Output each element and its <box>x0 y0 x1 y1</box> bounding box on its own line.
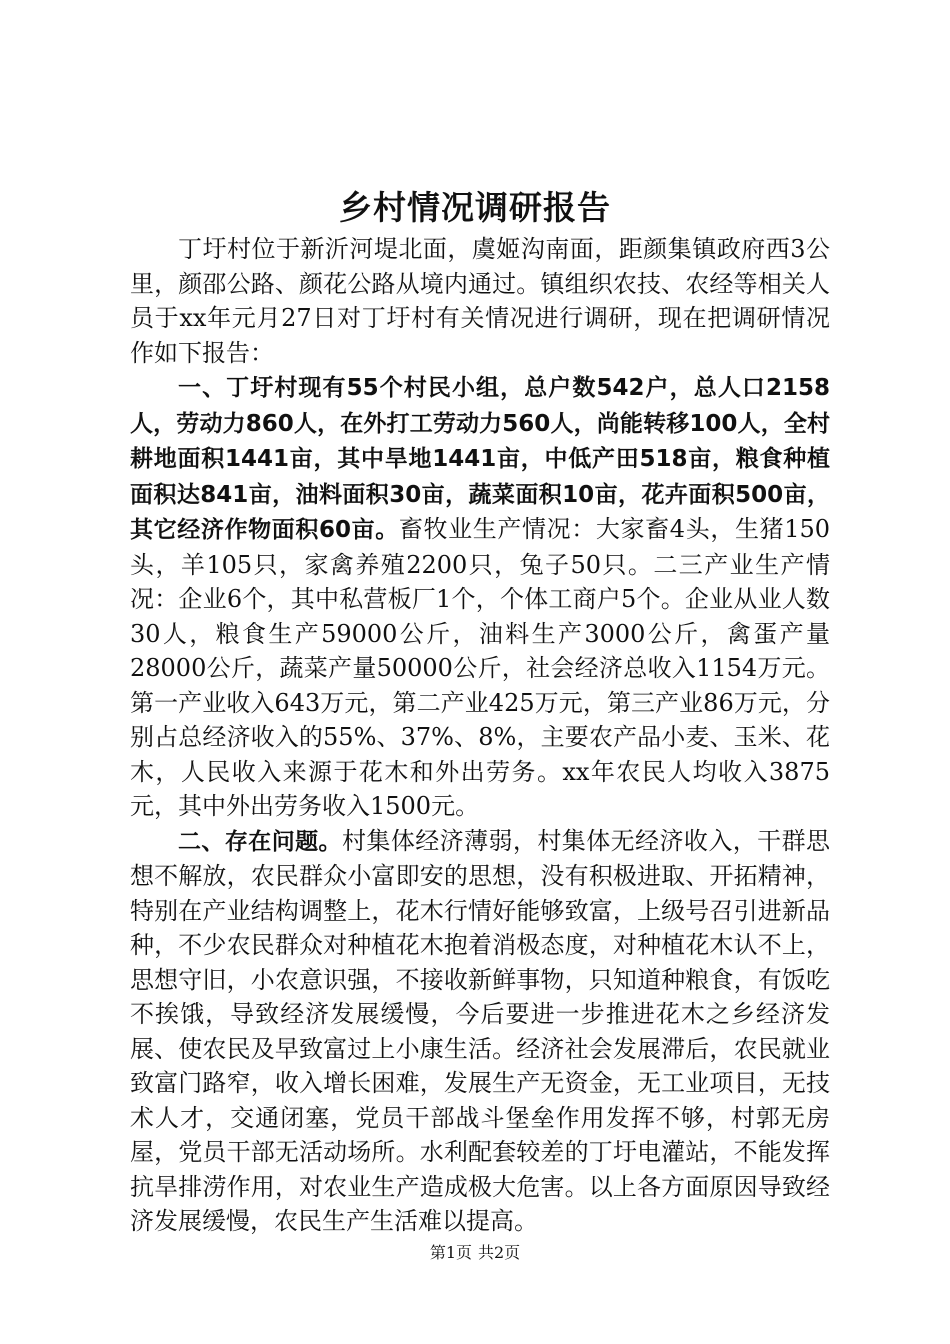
current-page-label: 第1页 <box>429 1243 472 1262</box>
document-title: 乡村情况调研报告 <box>339 188 611 227</box>
section-1-heading: 一、丁圩村现有55个村民小组，总户数542户，总人口2158人，劳动力860人，在外打工劳动力560人，尚能转移100人，全村耕地面积1441亩，其中旱地1441亩，中低产田518亩，粮食种植面积达841亩，油料面积30亩，蔬菜面积10亩，花卉面积500亩，其它经济作物面积60亩。 <box>130 375 830 543</box>
section-2-text: 村集体经济薄弱，村集体无经济收入，干群思想不解放，农民群众小富即安的思想，没有积极进取、开拓精神，特别在产业结构调整上，花木行情好能够致富，上级号召引进新品种，不少农民群众对种植花木抱着消极态度，对种植花木认不上，思想守旧，小农意识强，不接收新鲜事物，只知道种粮食，有饭吃不挨饿，导致经济发展缓慢，今后要进一步推进花木之乡经济发展、使农民及早致富过上小康生活。经济社会发展滞后，农民就业致富门路窄，收入增长困难，发展生产无资金，无工业项目，无技术人才，交通闭塞，党员干部战斗堡垒作用发挥不够，村郭无房屋，党员干部无活动场所。水利配套较差的丁圩电灌站，不能发挥抗旱排涝作用，对农业生产造成极大危害。以上各方面原因导致经济发展缓慢，农民生产生活难以提高。 <box>130 826 831 1235</box>
section-2-heading: 二、存在问题。 <box>178 828 342 855</box>
intro-paragraph: 丁圩村位于新沂河堤北面，虞姬沟南面，距颜集镇政府西3公里，颜邵公路、颜花公路从境内通过。镇组织农技、农经等相关人员于xx年元月27日对丁圩村有关情况进行调研，现在把调研情况作如下报告： <box>130 235 830 367</box>
section-1-paragraph <box>130 370 830 824</box>
page-footer <box>0 1243 950 1263</box>
total-pages-label: 共2页 <box>478 1243 521 1262</box>
section-1-text: 畜牧业生产情况：大家畜4头，生猪150头，羊105只，家禽养殖2200只，兔子50只。二三产业生产情况：企业6个，其中私营板厂1个，个体工商户5个。企业从业人数30人，粮食生产59000公斤，油料生产3000公斤，禽蛋产量28000公斤，蔬菜产量50000公斤，社会经济总收入1154万元。第一产业收入643万元，第二产业425万元，第三产业86万元，分别占总经济收入的55%、37%、8%，主要农产品小麦、玉米、花木，人民收入来源于花木和外出劳务。xx年农民人均收入3875元，其中外出劳务收入1500元。 <box>130 515 831 820</box>
section-2-paragraph <box>130 824 830 1239</box>
document-body <box>130 232 830 1239</box>
